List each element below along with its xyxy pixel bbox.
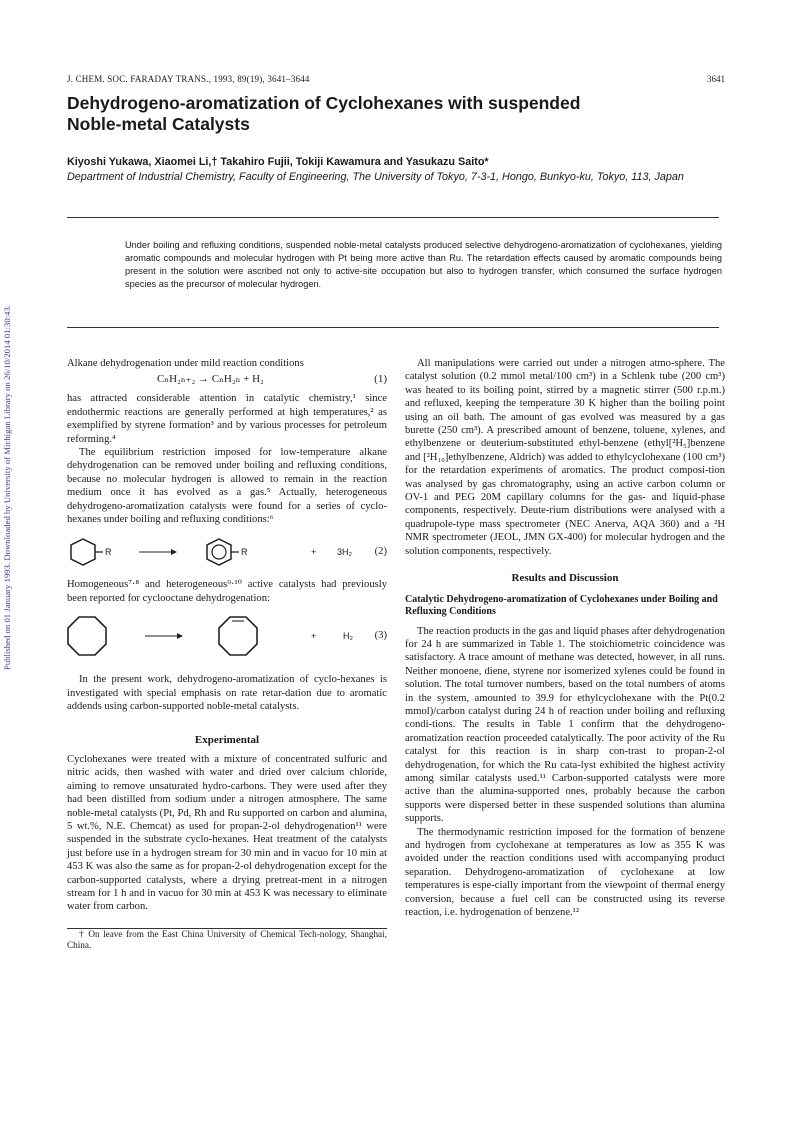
intro-line: Alkane dehydrogenation under mild reaction conditions	[67, 358, 304, 369]
author-block	[67, 155, 727, 184]
equation-1	[67, 370, 387, 392]
paragraph-intro-3: Homogeneous⁷·⁸ and heterogeneous⁹·¹⁰ active catalysts had previously been reported for cyclooctane dehydrogenation:	[67, 579, 387, 604]
heading-experimental: Experimental	[194, 733, 260, 746]
affiliation: Department of Industrial Chemistry, Faculty of Engineering, The University of Tokyo, 7-3-1, Hongo, Bunkyo-ku, Tokyo, 113, Japan	[67, 170, 684, 183]
paragraph-intro-1: has attracted considerable attention in catalytic chemistry,¹ since endothermic reactions are generally performed at high temperatures,² as exemplified by styrene formation³ and by various processes for petroleum reforming.⁴	[67, 393, 387, 445]
cyclooctene-ring	[219, 617, 257, 655]
equation-1-number: (1)	[374, 373, 387, 386]
paragraph-results-1: The reaction products in the gas and liquid phases after dehydrogenation for 24 h are summarized in Table 1. The stoichiometric coincidence was satisfactory. A trace amount of methane was detected, however, in all runs. Neither monoene, diene, styrene nor isomerized xylenes could be found in solution. The total turnover numbers, based on the total numbers of atoms in the system, amounted to 39.9 for ethylcyclohexane with the Pt(0.2 mmol)/carbon catalyst during 24 h of reaction under boiling and refluxing condi-tions. The results in Table 1 confirm that the dehydrogeno-aromatization reaction proceeded catalytically. The poor activity of the Ru catalyst for this reaction is in sharp con-trast to propan-2-ol dehydrogenation, for which the Ru cata-lyst exhibited the highest activity among similar catalysts used.¹¹ Carbon-supported catalysts were more active than the alumina-supported ones, probably because the carbon supports were dispersed better in these suspended solutions than alumina supports.	[405, 625, 725, 825]
publication-stamp: Published on 01 January 1993. Downloaded by University of Michigan Library on 26/10/2014 01:30:43.	[2, 304, 12, 670]
plus-sign-2: +	[311, 547, 317, 558]
heading-results: Results and Discussion	[511, 572, 619, 585]
substituent-r-2: R	[241, 547, 248, 558]
subheading-catalytic: Catalytic Dehydrogeno-aromatization of Cyclohexanes under Boiling and Refluxing Conditions	[405, 593, 718, 617]
cyclooctane-ring	[68, 617, 106, 655]
arrow-head-3	[177, 633, 183, 639]
paragraph-results-2: The thermodynamic restriction imposed for the formation of benzene and hydrogen from cyclohexane at temperatures as low as 355 K was avoided under the reaction conditions used with accompanying product separation. Dehydrogeno-aromatization of cyclohexane at low temperatures is espe-cially important from the viewpoint of thermal energy conversion, because a fuel cell can be constructed using its reverse reaction, i.e. hydrogenation of benzene.¹²	[405, 826, 725, 919]
equation-3	[67, 613, 387, 673]
equation-1-expression: CₙH₂ₙ₊₂ → CₙH₂ₙ + H₂	[157, 373, 264, 386]
equation-2	[67, 532, 387, 576]
running-head: J. CHEM. SOC. FARADAY TRANS., 1993, 89(19), 3641–3644	[67, 74, 310, 84]
paragraph-intro-4: In the present work, dehydrogeno-aromatization of cyclo-hexanes is investigated with special emphasis on rate retar-dation due to aromatic addends using carbon-supported noble-metal catalysts.	[67, 674, 387, 713]
right-column	[405, 357, 725, 919]
arrow-head-2	[171, 549, 177, 555]
left-column	[67, 357, 387, 952]
equation-3-number: (3)	[374, 630, 387, 642]
title-line-2: Noble-metal Catalysts	[67, 114, 250, 134]
paragraph-experimental: Cyclohexanes were treated with a mixture of concentrated sulfuric and nitric acids, then washed with water and dried over calcium chloride, aiming to remove unsaturated hydro-carbons. They were used after they had been distilled from sodium under a nitrogen atmosphere. The same noble-metal catalysts (Pt, Pd, Rh and Ru supported on carbon and alumina, 5 wt.%, N.E. Chemcat) as used for propan-2-ol dehydrogenation¹¹ were suspended in the substrate cyclo-hexanes. Heat treatment of the catalysts just before use in a hydrogen stream for 30 min and in vacuo for 10 min at 453 K was also the same as for propan-2-ol dehydrogenation except for the carbon-supported catalysts, where a drying pretreat-ment in a nitrogen stream for 1 h and in vacuo for 30 min at 453 K was necessary to eliminate water from carbon.	[67, 753, 387, 913]
title-line-1: Dehydrogeno-aromatization of Cyclohexanes with suspended	[67, 93, 581, 113]
cyclohexane-ring	[71, 539, 95, 565]
hydrogen-product-3: H₂	[343, 631, 353, 642]
rule-top	[67, 217, 719, 218]
abstract: Under boiling and refluxing conditions, suspended noble-metal catalysts produced selective dehydrogeno-aromatization of cyclohexanes, yielding aromatic compounds and molecular hydrogen with Pt being more active than Ru. The retardation effects caused by aromatic compounds being present in the solution were ascribed not only to active-site occupation but also to hydrogen transfer, which consumed the surface hydrogen species as the precursor of molecular hydrogen.	[125, 240, 722, 290]
page-number: 3641	[707, 74, 725, 84]
substituent-r-1: R	[105, 547, 112, 558]
paragraph-methods: All manipulations were carried out under a nitrogen atmo-sphere. The catalyst solution (0.2 mmol metal/100 cm³) in a Schlenk tube (200 cm³) was heated to its boiling point, stirred by a magnetic stirrer (500 r.p.m.) and refluxed, keeping the temperature 30 K higher than the boiling point using an oil bath. The amount of gas evolved was measured by a gas burette (250 cm³). A prescribed amount of benzene, toluene, xylenes, and ethylbenzene or deuterium-substituted ethyl-benzene (ethyl[²H₅]benzene and [²H₁₀]ethylbenzene, Aldrich) was added to ethylcyclohexane (100 cm³) for the retardation experiments of aromatics. The product composi-tion was analysed by gas chromatography, using an active carbon column or OV-1 and PEG 20M capillary columns for the gas- and liquid-phase components, respectively. Deute-rium distributions were analysed with a quadrupole-type mass spectrometer (NEC Anerva, AQA 360) and a ²H NMR spectrometer (JEOL, JMN GX-400) for molecular hydrogen and the solution components, respectively.	[405, 358, 725, 557]
benzene-ring	[207, 539, 231, 565]
article-title	[67, 93, 717, 135]
equation-2-number: (2)	[374, 546, 387, 558]
plus-sign-3: +	[311, 631, 317, 642]
footnote: † On leave from the East China University of Chemical Tech-nology, Shanghai, China.	[67, 928, 387, 951]
author-list: Kiyoshi Yukawa, Xiaomei Li,† Takahiro Fujii, Tokiji Kawamura and Yasukazu Saito*	[67, 156, 489, 168]
hydrogen-product-2: 3H₂	[337, 547, 352, 558]
aromatic-circle	[212, 545, 226, 559]
paragraph-intro-2: The equilibrium restriction imposed for low-temperature alkane dehydrogenation can be removed under boiling and refluxing conditions, because no molecular hydrogen is allowed to remain in the reaction medium once it has evolved as a gas.⁵ Actually, heterogeneous dehydrogeno-aromatization catalysts were found for a series of cyclo-hexanes under boiling and refluxing conditions:⁶	[67, 447, 387, 526]
scheme-2-structures	[67, 532, 307, 576]
scheme-3-structures	[67, 613, 267, 673]
rule-bottom	[67, 327, 719, 328]
